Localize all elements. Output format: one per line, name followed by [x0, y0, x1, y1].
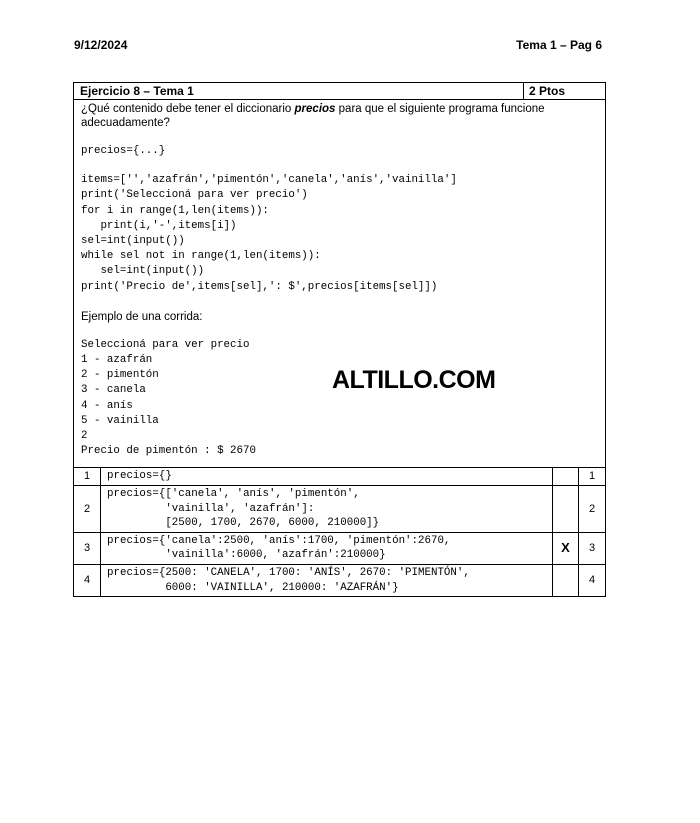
- exercise-box: [73, 82, 606, 597]
- code-line: sel=int(input()): [81, 235, 185, 248]
- question-keyword: precios: [294, 103, 336, 115]
- answer-options-table: [74, 467, 605, 596]
- option-mark[interactable]: [553, 486, 579, 533]
- option-text: precios={['canela', 'anís', 'pimentón', 'vainilla', 'azafrán']: [2500, 1700, 2670, 6000, 210000]}: [101, 486, 553, 533]
- code-line: for i in range(1,len(items)):: [81, 204, 269, 217]
- run-output-line: 5 - vainilla: [81, 414, 159, 427]
- exercise-body: [74, 100, 605, 467]
- answer-option-row: [74, 565, 605, 597]
- option-number: 1: [74, 468, 101, 486]
- option-mark[interactable]: X: [553, 532, 579, 564]
- run-output-line: Seleccioná para ver precio: [81, 338, 250, 351]
- run-output-line: 4 - anís: [81, 399, 133, 412]
- option-number-right: 4: [579, 565, 606, 597]
- code-line: print(i,'-',items[i]): [81, 219, 237, 232]
- option-number: 3: [74, 532, 101, 564]
- question-text: [81, 102, 598, 130]
- answer-option-row: [74, 468, 605, 486]
- code-line: while sel not in range(1,len(items)):: [81, 250, 321, 263]
- exercise-title: Ejercicio 8 – Tema 1: [80, 84, 194, 98]
- run-output-line: 1 - azafrán: [81, 354, 153, 367]
- run-output-line: 2: [81, 430, 88, 443]
- header-page: Tema 1 – Pag 6: [516, 38, 602, 52]
- question-pre: ¿Qué contenido debe tener el diccionario: [81, 103, 295, 115]
- option-mark[interactable]: [553, 565, 579, 597]
- header-date: 9/12/2024: [74, 38, 128, 52]
- option-number-right: 3: [579, 532, 606, 564]
- example-run-output: [81, 338, 598, 460]
- option-text: precios={2500: 'CANELA', 1700: 'ANÍS', 2670: 'PIMENTÓN', 6000: 'VAINILLA', 210000: 'AZAFRÁN'}: [101, 565, 553, 597]
- code-declaration: precios={...}: [81, 145, 166, 157]
- answer-option-row: [74, 486, 605, 533]
- question-post: para que el siguiente programa funcione adecuadamente?: [81, 103, 545, 129]
- watermark: ALTILLO.COM: [332, 366, 496, 394]
- example-label: Ejemplo de una corrida:: [81, 310, 203, 323]
- run-output-line: 2 - pimentón: [81, 369, 159, 382]
- option-number-right: 2: [579, 486, 606, 533]
- exercise-points: 2 Ptos: [523, 83, 605, 99]
- option-number: 4: [74, 565, 101, 597]
- option-number: 2: [74, 486, 101, 533]
- option-number-right: 1: [579, 468, 606, 486]
- code-block: [81, 173, 598, 295]
- code-line: print('Precio de',items[sel],': $',precios[items[sel]]): [81, 280, 438, 293]
- code-line: items=['','azafrán','pimentón','canela','anís','vainilla']: [81, 174, 457, 187]
- answer-option-row: [74, 532, 605, 564]
- exercise-title-row: [74, 83, 605, 100]
- code-line: print('Seleccioná para ver precio'): [81, 189, 308, 202]
- option-mark[interactable]: [553, 468, 579, 486]
- code-line: sel=int(input()): [81, 265, 205, 278]
- run-output-line: Precio de pimentón : $ 2670: [81, 445, 256, 458]
- option-text: precios={'canela':2500, 'anís':1700, 'pimentón':2670, 'vainilla':6000, 'azafrán':210000}: [101, 532, 553, 564]
- run-output-line: 3 - canela: [81, 384, 146, 397]
- option-text: precios={}: [101, 468, 553, 486]
